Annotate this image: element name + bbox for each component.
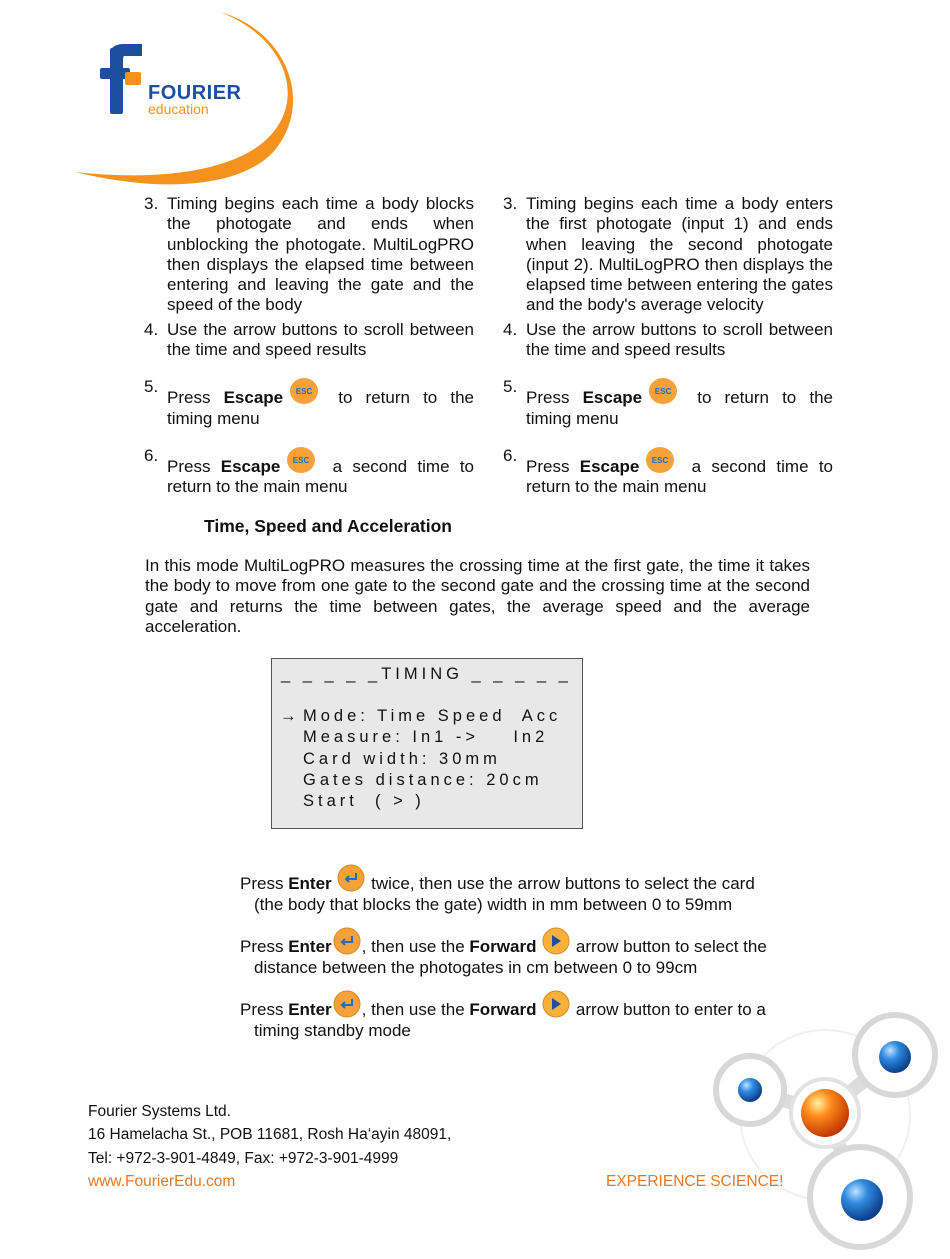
svg-text:ESC: ESC — [293, 455, 310, 465]
step-item: 6. Press Escape ESC a second time to return to the main menu — [144, 445, 474, 497]
forward-key-icon — [541, 990, 571, 1018]
lcd-line-measure: Measure: In1 -> In2 — [303, 728, 549, 746]
left-column — [144, 194, 474, 498]
step-item: 5. Press Escape ESC to return to the timing menu — [144, 377, 474, 428]
instruction-1: Press Enter twice, then use the arrow buttons to select the card (the body that blocks the gate) width in mm between 0 to 59mm — [240, 864, 820, 915]
lcd-line-mode: Mode: Time Speed Acc — [303, 707, 562, 725]
footer-phone: Tel: +972-3-901-4849, Fax: +972-3-901-4999 — [88, 1149, 399, 1167]
enter-key-icon — [332, 927, 362, 955]
footer-address: 16 Hamelacha St., POB 11681, Rosh Ha‘ayin 48091, — [88, 1126, 452, 1144]
footer-slogan: EXPERIENCE SCIENCE! — [606, 1173, 784, 1190]
section-heading: Time, Speed and Acceleration — [204, 516, 452, 536]
escape-key-icon — [645, 446, 675, 474]
svg-text:ESC: ESC — [652, 455, 669, 465]
escape-key-icon — [286, 446, 316, 474]
lcd-title: _ _ _ _ _TIMING _ _ _ _ _ — [281, 665, 572, 683]
lcd-line-start: Start ( > ) — [303, 792, 425, 810]
svg-text:ESC: ESC — [295, 387, 313, 397]
footer-website-link[interactable]: www.FourierEdu.com — [88, 1172, 236, 1190]
molecule-graphic — [700, 1005, 950, 1254]
step-item: 5. Press Escape ESC to return to the timing menu — [503, 377, 833, 428]
right-column — [503, 194, 833, 498]
step-item: 4. Use the arrow buttons to scroll between the time and speed results — [503, 319, 833, 360]
instruction-3: Press Enter , then use the Forward arrow button to enter to a timing standby mode — [240, 990, 820, 1041]
lcd-line-card-width: Card width: 30mm — [303, 750, 501, 768]
lcd-line-gates-distance: Gates distance: 20cm — [303, 771, 543, 789]
step-item: 3. Timing begins each time a body blocks the photogate and ends when unblocking the photogate. MultiLogPRO then displays the elapsed time between entering and leaving the gate and the speed of the body — [144, 194, 474, 315]
svg-text:ESC: ESC — [654, 387, 672, 397]
logo-sub: education — [148, 101, 209, 117]
step-list-two-gates — [503, 194, 833, 498]
step-item: 6. Press Escape ESC a second time to return to the main menu — [503, 445, 833, 497]
intro-paragraph: In this mode MultiLogPRO measures the crossing time at the first gate, the time it takes the body to move from one gate to the second gate and the crossing time at the second gate and returns the time between gates, the average speed and the average acceleration. — [145, 556, 810, 636]
fourier-logo — [70, 10, 310, 190]
footer — [88, 1100, 451, 1193]
enter-key-icon — [336, 864, 366, 892]
logo-brand: FOURIER — [148, 82, 242, 104]
lcd-display — [271, 658, 583, 829]
molecule-icon — [700, 1005, 950, 1254]
step-item: 4. Use the arrow buttons to scroll between the time and speed results — [144, 319, 474, 360]
step-item: 3. Timing begins each time a body enters the first photogate (input 1) and ends when leaving the second photogate (input 2). MultiLogPRO then displays the elapsed time between entering the gates and the body's average velocity — [503, 194, 833, 315]
footer-company: Fourier Systems Ltd. — [88, 1103, 231, 1120]
lcd-cursor: → — [280, 707, 297, 725]
enter-key-icon — [332, 990, 362, 1018]
instruction-2: Press Enter , then use the Forward arrow button to select the distance between the photogates in cm between 0 to 99cm — [240, 927, 820, 978]
step-list-single-gate — [144, 194, 474, 498]
forward-key-icon — [541, 927, 571, 955]
escape-key-icon — [648, 377, 678, 405]
escape-key-icon — [289, 377, 319, 405]
